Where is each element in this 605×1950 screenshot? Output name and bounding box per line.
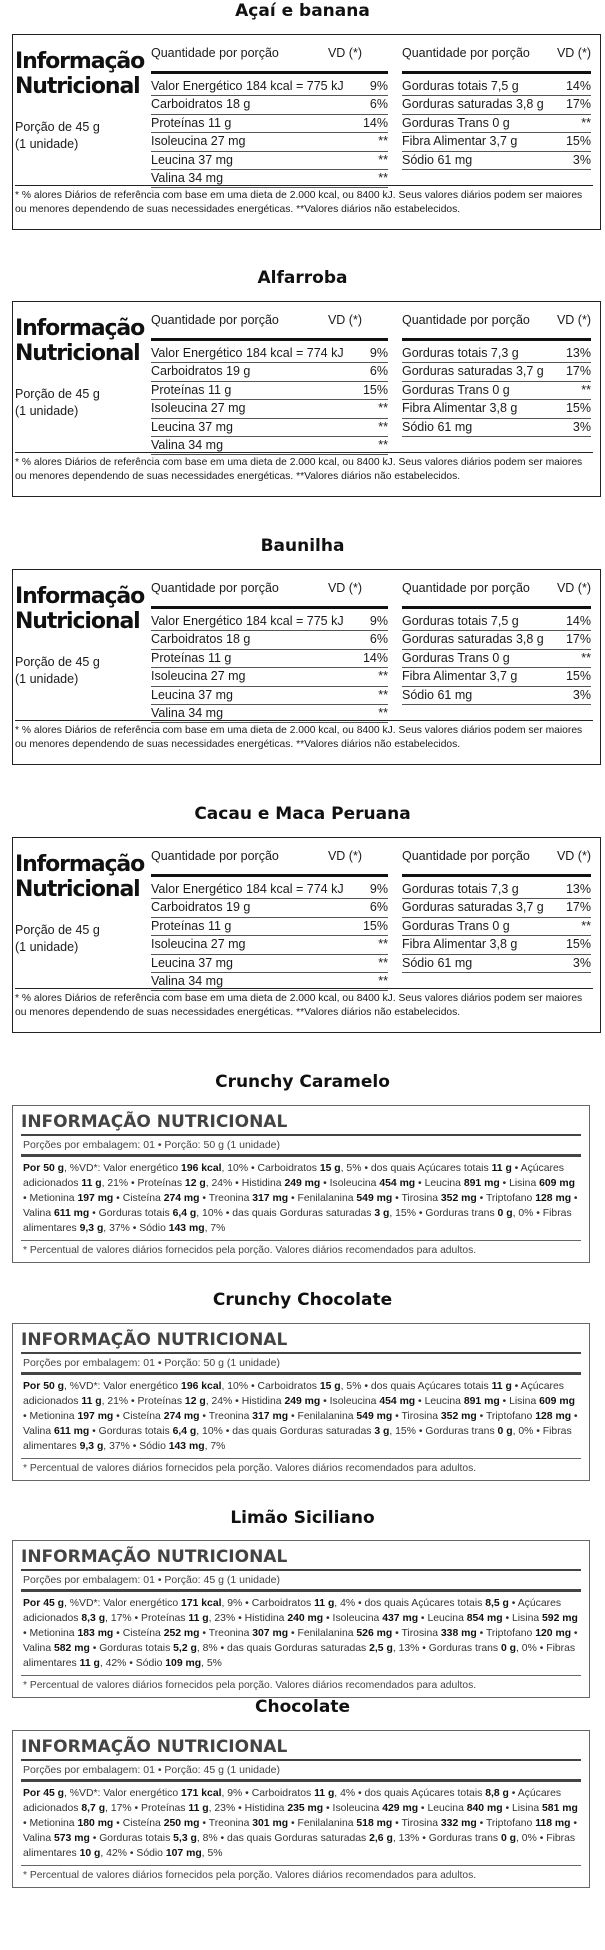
column-header: Quantidade por porção VD (*) — [402, 310, 591, 341]
nutrition-panel-limao-siciliano — [12, 1540, 590, 1698]
nutrient-row: Isoleucina 27 mg ** — [151, 133, 388, 151]
nutrient-row: Proteínas 11 g 15% — [151, 918, 388, 936]
nutrient-row: Isoleucina 27 mg ** — [151, 400, 388, 418]
panel-title: INFORMAÇÃO NUTRICIONAL — [21, 1330, 581, 1354]
column-header: Quantidade por porção VD (*) — [151, 43, 388, 74]
nutrient-row: Leucina 37 mg ** — [151, 955, 388, 973]
nutrient-row: Leucina 37 mg ** — [151, 419, 388, 437]
flavor-title: Açaí e banana — [235, 1, 370, 21]
brand-heading: Informação Nutricional — [15, 852, 145, 902]
flavor-title: Cacau e Maca Peruana — [194, 804, 411, 824]
nutrition-panel-crunchy-chocolate — [12, 1323, 590, 1481]
nutrient-row: Valina 34 mg ** — [151, 437, 388, 455]
nutrient-row: Gorduras totais 7,3 g 13% — [402, 881, 591, 899]
portion-info: Porção de 45 g (1 unidade) — [15, 655, 100, 686]
nutrient-row: Valor Energético 184 kcal = 775 kJ 9% — [151, 613, 388, 631]
nutrient-row: Gorduras Trans 0 g ** — [402, 115, 591, 133]
flavor-title: Baunilha — [260, 536, 345, 556]
nutrient-column-left — [151, 310, 388, 455]
nutrient-column-left — [151, 846, 388, 991]
nutrient-column-right — [402, 846, 591, 973]
nutrient-row: Gorduras totais 7,5 g 14% — [402, 613, 591, 631]
portion-info: Porção de 45 g (1 unidade) — [15, 923, 100, 954]
nutrition-panel-chocolate — [12, 1730, 590, 1888]
nutrient-row: Leucina 37 mg ** — [151, 687, 388, 705]
nutrition-panel-alfarroba — [12, 301, 601, 497]
footnote: * Percentual de valores diários fornecidos pela porção. Valores diários recomendados para adultos. — [23, 1870, 477, 1881]
footnote: * % alores Diários de referência com base em uma dieta de 2.000 kcal, ou 8400 kJ. Seus valores diários podem ser maiores ou menores dependendo de suas necessidades energéticas. **Valores diários não estabelecidos. — [15, 185, 593, 216]
nutrient-row: Gorduras saturadas 3,8 g 17% — [402, 96, 591, 114]
nutrient-row: Carboidratos 18 g 6% — [151, 96, 388, 114]
brand-heading: Informação Nutricional — [15, 316, 145, 366]
nutrient-row: Sódio 61 mg 3% — [402, 152, 591, 170]
panel-title: INFORMAÇÃO NUTRICIONAL — [21, 1737, 581, 1761]
nutrient-row: Gorduras saturadas 3,8 g 17% — [402, 631, 591, 649]
nutrient-row: Gorduras Trans 0 g ** — [402, 382, 591, 400]
nutrient-row: Fibra Alimentar 3,8 g 15% — [402, 936, 591, 954]
panel-title: INFORMAÇÃO NUTRICIONAL — [21, 1112, 581, 1136]
nutrient-column-left — [151, 578, 388, 723]
nutrient-row: Fibra Alimentar 3,7 g 15% — [402, 668, 591, 686]
nutrient-row: Gorduras totais 7,3 g 13% — [402, 345, 591, 363]
nutrient-text: Por 45 g, %VD*: Valor energético 171 kcal, 9% • Carboidratos 11 g, 4% • dos quais Açúcares totais 8,5 g • Açúcares adicionados 8,3 g, 17% • Proteínas 11 g, 23% • Histidina 240 mg • Isoleucina 437 mg • Leucina 854 mg • Lisina 592 mg • Metionina 183 mg • Cisteína 252 mg • Treonina 307 mg • Fenilalanina 526 mg • Tirosina 338 mg • Triptofano 120 mg • Valina 582 mg • Gorduras totais 5,2 g, 8% • das quais Gorduras saturadas 2,5 g, 13% • Gorduras trans 0 g, 0% • Fibras alimentares 11 g, 42% • Sódio 109 mg, 5% — [21, 1592, 581, 1676]
servings-info: Porções por embalagem: 01 • Porção: 45 g (1 unidade) — [21, 1571, 581, 1592]
nutrient-row: Isoleucina 27 mg ** — [151, 936, 388, 954]
nutrient-row: Gorduras saturadas 3,7 g 17% — [402, 899, 591, 917]
flavor-title: Crunchy Chocolate — [212, 1290, 393, 1310]
nutrient-text: Por 50 g, %VD*: Valor energético 196 kcal, 10% • Carboidratos 15 g, 5% • dos quais Açúcares totais 11 g • Açúcares adicionados 11 g, 21% • Proteínas 12 g, 24% • Histidina 249 mg • Isoleucina 454 mg • Leucina 891 mg • Lisina 609 mg • Metionina 197 mg • Cisteína 274 mg • Treonina 317 mg • Fenilalanina 549 mg • Tirosina 352 mg • Triptofano 128 mg • Valina 611 mg • Gorduras totais 6,4 g, 10% • das quais Gorduras saturadas 3 g, 15% • Gorduras trans 0 g, 0% • Fibras alimentares 9,3 g, 37% • Sódio 143 mg, 7% — [21, 1375, 581, 1459]
nutrition-panel-acai-banana — [12, 34, 601, 230]
nutrient-row: Proteínas 11 g 14% — [151, 115, 388, 133]
nutrient-row: Leucina 37 mg ** — [151, 152, 388, 170]
flavor-title: Crunchy Caramelo — [215, 1072, 390, 1092]
nutrient-text: Por 50 g, %VD*: Valor energético 196 kcal, 10% • Carboidratos 15 g, 5% • dos quais Açúcares totais 11 g • Açúcares adicionados 11 g, 21% • Proteínas 12 g, 24% • Histidina 249 mg • Isoleucina 454 mg • Leucina 891 mg • Lisina 609 mg • Metionina 197 mg • Cisteína 274 mg • Treonina 317 mg • Fenilalanina 549 mg • Tirosina 352 mg • Triptofano 128 mg • Valina 611 mg • Gorduras totais 6,4 g, 10% • das quais Gorduras saturadas 3 g, 15% • Gorduras trans 0 g, 0% • Fibras alimentares 9,3 g, 37% • Sódio 143 mg, 7% — [21, 1157, 581, 1241]
nutrition-panel-crunchy-caramelo — [12, 1105, 590, 1263]
footnote: * % alores Diários de referência com base em uma dieta de 2.000 kcal, ou 8400 kJ. Seus valores diários podem ser maiores ou menores dependendo de suas necessidades energéticas. **Valores diários não estabelecidos. — [15, 720, 593, 751]
footnote: * Percentual de valores diários fornecidos pela porção. Valores diários recomendados para adultos. — [23, 1245, 477, 1256]
panel-title: INFORMAÇÃO NUTRICIONAL — [21, 1547, 581, 1571]
nutrient-row: Fibra Alimentar 3,7 g 15% — [402, 133, 591, 151]
nutrient-row: Valina 34 mg ** — [151, 170, 388, 188]
nutrient-row: Proteínas 11 g 15% — [151, 382, 388, 400]
nutrient-column-right — [402, 310, 591, 437]
nutrient-row: Valina 34 mg ** — [151, 973, 388, 991]
column-header: Quantidade por porção VD (*) — [402, 846, 591, 877]
nutrient-row: Gorduras Trans 0 g ** — [402, 918, 591, 936]
nutrient-column-right — [402, 43, 591, 170]
nutrition-panel-cacau-maca — [12, 837, 601, 1033]
nutrient-row: Valor Energético 184 kcal = 774 kJ 9% — [151, 345, 388, 363]
nutrient-column-left — [151, 43, 388, 188]
brand-heading: Informação Nutricional — [15, 584, 145, 634]
servings-info: Porções por embalagem: 01 • Porção: 45 g (1 unidade) — [21, 1761, 581, 1782]
nutrient-row: Carboidratos 19 g 6% — [151, 363, 388, 381]
footnote: * % alores Diários de referência com base em uma dieta de 2.000 kcal, ou 8400 kJ. Seus valores diários podem ser maiores ou menores dependendo de suas necessidades energéticas. **Valores diários não estabelecidos. — [15, 452, 593, 483]
brand-heading: Informação Nutricional — [15, 49, 145, 99]
nutrient-row: Valor Energético 184 kcal = 775 kJ 9% — [151, 78, 388, 96]
flavor-title: Chocolate — [255, 1697, 350, 1717]
column-header: Quantidade por porção VD (*) — [402, 43, 591, 74]
footnote: * Percentual de valores diários fornecidos pela porção. Valores diários recomendados para adultos. — [23, 1680, 477, 1691]
portion-info: Porção de 45 g (1 unidade) — [15, 120, 100, 151]
nutrient-row: Gorduras totais 7,5 g 14% — [402, 78, 591, 96]
nutrient-row: Valor Energético 184 kcal = 774 kJ 9% — [151, 881, 388, 899]
portion-info: Porção de 45 g (1 unidade) — [15, 387, 100, 418]
footnote: * % alores Diários de referência com base em uma dieta de 2.000 kcal, ou 8400 kJ. Seus valores diários podem ser maiores ou menores dependendo de suas necessidades energéticas. **Valores diários não estabelecidos. — [15, 988, 593, 1019]
flavor-title: Alfarroba — [257, 268, 348, 288]
column-header: Quantidade por porção VD (*) — [151, 578, 388, 609]
nutrient-row: Isoleucina 27 mg ** — [151, 668, 388, 686]
nutrient-row: Carboidratos 18 g 6% — [151, 631, 388, 649]
column-header: Quantidade por porção VD (*) — [151, 846, 388, 877]
nutrient-row: Sódio 61 mg 3% — [402, 419, 591, 437]
nutrient-row: Proteínas 11 g 14% — [151, 650, 388, 668]
flavor-title: Limão Siciliano — [230, 1508, 375, 1528]
nutrient-row: Gorduras saturadas 3,7 g 17% — [402, 363, 591, 381]
nutrient-row: Sódio 61 mg 3% — [402, 955, 591, 973]
column-header: Quantidade por porção VD (*) — [402, 578, 591, 609]
nutrient-row: Carboidratos 19 g 6% — [151, 899, 388, 917]
nutrient-text: Por 45 g, %VD*: Valor energético 171 kcal, 9% • Carboidratos 11 g, 4% • dos quais Açúcares totais 8,8 g • Açúcares adicionados 8,7 g, 17% • Proteínas 11 g, 23% • Histidina 235 mg • Isoleucina 429 mg • Leucina 840 mg • Lisina 581 mg • Metionina 180 mg • Cisteína 250 mg • Treonina 301 mg • Fenilalanina 518 mg • Tirosina 332 mg • Triptofano 118 mg • Valina 573 mg • Gorduras totais 5,3 g, 8% • das quais Gorduras saturadas 2,6 g, 13% • Gorduras trans 0 g, 0% • Fibras alimentares 10 g, 42% • Sódio 107 mg, 5% — [21, 1782, 581, 1866]
nutrient-column-right — [402, 578, 591, 705]
nutrition-panel-baunilha — [12, 569, 601, 765]
servings-info: Porções por embalagem: 01 • Porção: 50 g (1 unidade) — [21, 1136, 581, 1157]
footnote: * Percentual de valores diários fornecidos pela porção. Valores diários recomendados para adultos. — [23, 1463, 477, 1474]
servings-info: Porções por embalagem: 01 • Porção: 50 g (1 unidade) — [21, 1354, 581, 1375]
column-header: Quantidade por porção VD (*) — [151, 310, 388, 341]
nutrient-row: Sódio 61 mg 3% — [402, 687, 591, 705]
nutrient-row: Gorduras Trans 0 g ** — [402, 650, 591, 668]
nutrient-row: Valina 34 mg ** — [151, 705, 388, 723]
nutrient-row: Fibra Alimentar 3,8 g 15% — [402, 400, 591, 418]
